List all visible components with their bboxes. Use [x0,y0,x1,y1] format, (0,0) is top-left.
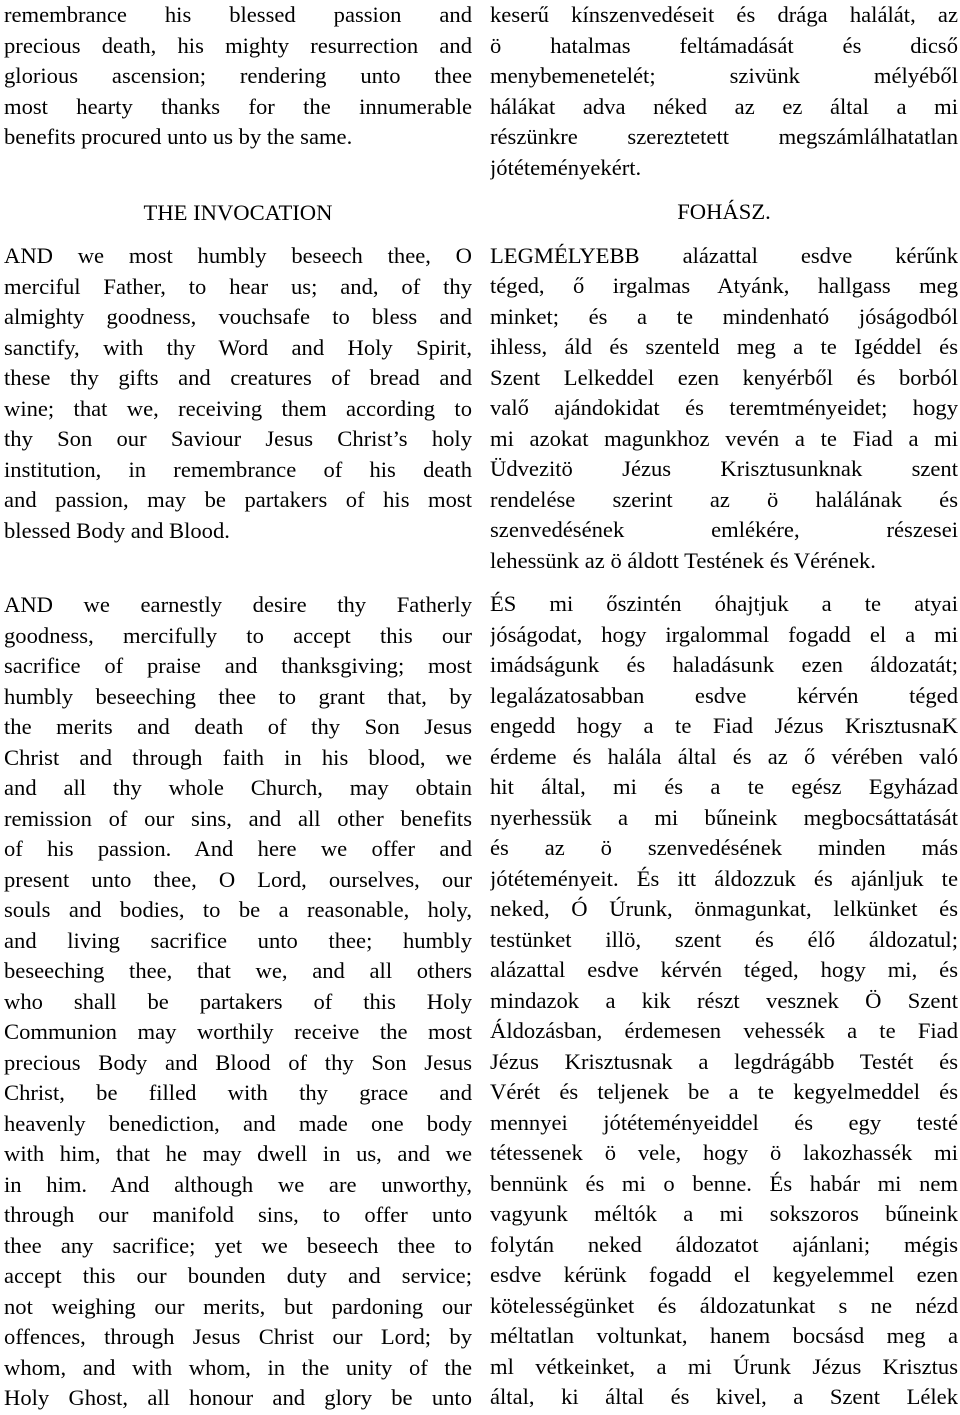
text-line: institution, in remembrance of his death [4,456,472,482]
text-line: menybemenetelét; szivünk mélyéből [490,63,958,88]
text-line: most hearty thanks for the innumerable [4,93,472,119]
text-line: LEGMÉLYEBB alázattal esdve kérűnk [490,242,958,268]
text-line: bennünk és mi o benne. És habár mi nem [490,1170,958,1196]
text-line: AND we earnestly desire thy Fatherly [4,592,472,617]
english-column [4,0,472,1414]
text-line: és az ö szenvedésének minden más [490,835,958,860]
text-line: mindazok a kik részt vesznek Ö Szent [490,987,958,1013]
text-line: beseeching thee, that we, and all others [4,958,472,983]
text-line: jótéteményekért. [490,154,642,180]
text-line: ö hatalmas feltámadását és dicső [490,32,958,58]
text-line: mi azokat magunkhoz vevén a te Fiad a mi [490,425,958,451]
text-line: érdeme és halála által és az ő vérében való [490,743,958,769]
hungarian-paragraph-1 [490,241,958,577]
text-line: legalázatosabban esdve kérvén téged [490,682,958,708]
text-line: imádságunk és haladásunk ezen áldozatát; [490,652,958,677]
text-line: alázattal esdve kérvén téged, hogy mi, és [490,957,958,982]
text-line: rendelése szerint az ö halálának és [490,486,958,512]
english-intro [4,0,472,153]
text-line: sanctify, with thy Word and Holy Spirit, [4,334,472,360]
text-line: minket; és a te mindenható jóságodból [490,303,958,329]
text-line: folytán neked áldozatot ajánlani; mégis [490,1231,958,1257]
text-line: neked, Ó Úrunk, önmagunkat, lelkünket és [490,896,958,921]
text-line: Áldozásban, érdemesen vehessék a te Fiad [490,1018,958,1043]
text-line: and all thy whole Church, may obtain [4,775,472,800]
text-line: Üdvezitö Jézus Krisztusunknak szent [490,456,958,481]
section-heading: FOHÁSZ. [677,199,771,224]
text-line: nyerhessük a mi bűneink megbocsáttatását [490,804,958,830]
text-line: and living sacrifice unto thee; humbly [4,927,472,953]
text-line: AND we most humbly beseech thee, O [4,243,472,268]
hungarian-column [490,0,958,1413]
spacer [490,228,958,241]
text-line: and passion, may be partakers of his most [4,487,472,512]
text-line: vagyunk méltók a mi sokszoros bűneink [490,1201,958,1226]
text-line: jótéteményeit. És itt áldozzuk és ajánljuk te [490,865,958,891]
text-line: méltatlan voltunkat, hanem bocsásd meg a [490,1323,958,1348]
text-line: Szent Lelkeddel ezen kenyérből és borból [490,364,958,390]
text-line: ml vétkeinket, a mi Úrunk Jézus Krisztus [490,1353,958,1379]
text-line: the merits and death of thy Son Jesus [4,714,472,739]
text-line: remembrance his blessed passion and [4,2,472,27]
spacer [490,576,958,589]
text-line: whom, and with whom, in the unity of the [4,1354,472,1380]
text-line: who shall be partakers of this Holy [4,988,472,1014]
text-line: keserű kínszenvedéseit és drága halálát, az [490,2,958,27]
spacer [490,183,958,197]
text-line: lehessünk az ö áldott Testének és Vérének. [490,547,876,573]
text-line: thy Son our Saviour Jesus Christ’s holy [4,426,472,451]
text-line: Christ, be filled with thy grace and [4,1080,472,1105]
text-line: által, ki által és kivel, a Szent Lélek [490,1384,958,1409]
text-line: benefits procured unto us by the same. [4,124,353,149]
text-line: téged, ő irgalmas Atyánk, hallgass meg [490,273,958,298]
hungarian-paragraph-2 [490,589,958,1413]
text-line: esdve kérünk fogadd el kegyelemmel ezen [490,1262,958,1287]
text-line: kötelességünket és áldozatunkat s ne nézd [490,1292,958,1318]
english-paragraph-1 [4,241,472,546]
text-line: ÉS mi őszintén óhajtjuk a te atyai [490,591,958,616]
english-paragraph-2 [4,590,472,1414]
text-line: hit által, mi és a te egész Egyházad [490,774,958,799]
text-line: sacrifice of praise and thanksgiving; most [4,653,472,678]
hungarian-intro [490,0,958,183]
text-line: humbly beseeching thee to grant that, by [4,683,472,709]
text-line: Christ and through faith in his blood, we [4,744,472,770]
text-line: merciful Father, to hear us; and, of thy [4,273,472,299]
text-line: valő ajándokidat és teremtményeidet; hogy [490,395,958,420]
text-line: precious death, his mighty resurrection and [4,32,472,58]
text-line: accept this our bounden duty and service; [4,1263,472,1288]
text-line: through our manifold sins, to offer unto [4,1202,472,1227]
spacer [4,228,472,241]
text-line: present unto thee, O Lord, ourselves, our [4,866,472,892]
text-line: thee any sacrifice; yet we beseech thee to [4,1232,472,1258]
text-line: in him. And although we are unworthy, [4,1171,472,1197]
spacer [4,546,472,590]
text-line: these thy gifts and creatures of bread and [4,365,472,390]
text-line: hálákat adva néked az ez által a mi [490,93,958,119]
text-line: ihless, áld és szenteld meg a te Igéddel és [490,334,958,359]
text-line: mennyei jótéteményeiddel és egy testé [490,1109,958,1135]
text-line: with him, that he may dwell in us, and we [4,1141,472,1166]
text-line: Jézus Krisztusnak a legdrágább Testét és [490,1048,958,1074]
text-line: szenvedésének emlékére, részesei [490,517,958,542]
text-line: blessed Body and Blood. [4,517,230,543]
text-line: remission of our sins, and all other benefits [4,805,472,831]
text-line: tétessenek ö vele, hogy ö lakozhassék mi [490,1140,958,1165]
text-line: glorious ascension; rendering unto thee [4,63,472,88]
text-line: jóságodat, hogy irgalommal fogadd el a mi [490,621,958,647]
text-line: Vérét és teljenek be a te kegyelmeddel és [490,1079,958,1104]
spacer [4,153,472,198]
text-line: részünkre szereztetett megszámlálhatatlan [490,124,958,149]
text-line: not weighing our merits, but pardoning our [4,1293,472,1319]
text-line: testünket illö, szent és élő áldozatul; [490,926,958,952]
text-line: engedd hogy a te Fiad Jézus KrisztusnaK [490,713,958,738]
text-line: of his passion. And here we offer and [4,836,472,861]
text-line: precious Body and Blood of thy Son Jesus [4,1049,472,1075]
text-line: goodness, mercifully to accept this our [4,622,472,648]
text-line: wine; that we, receiving them according to [4,395,472,421]
text-line: Holy Ghost, all honour and glory be unto [4,1385,472,1410]
text-line: offences, through Jesus Christ our Lord; by [4,1324,472,1349]
text-line: souls and bodies, to be a reasonable, holy, [4,897,472,922]
text-line: Communion may worthily receive the most [4,1019,472,1044]
section-heading: THE INVOCATION [143,199,333,225]
text-line: almighty goodness, vouchsafe to bless and [4,304,472,329]
text-line: heavenly benediction, and made one body [4,1110,472,1136]
